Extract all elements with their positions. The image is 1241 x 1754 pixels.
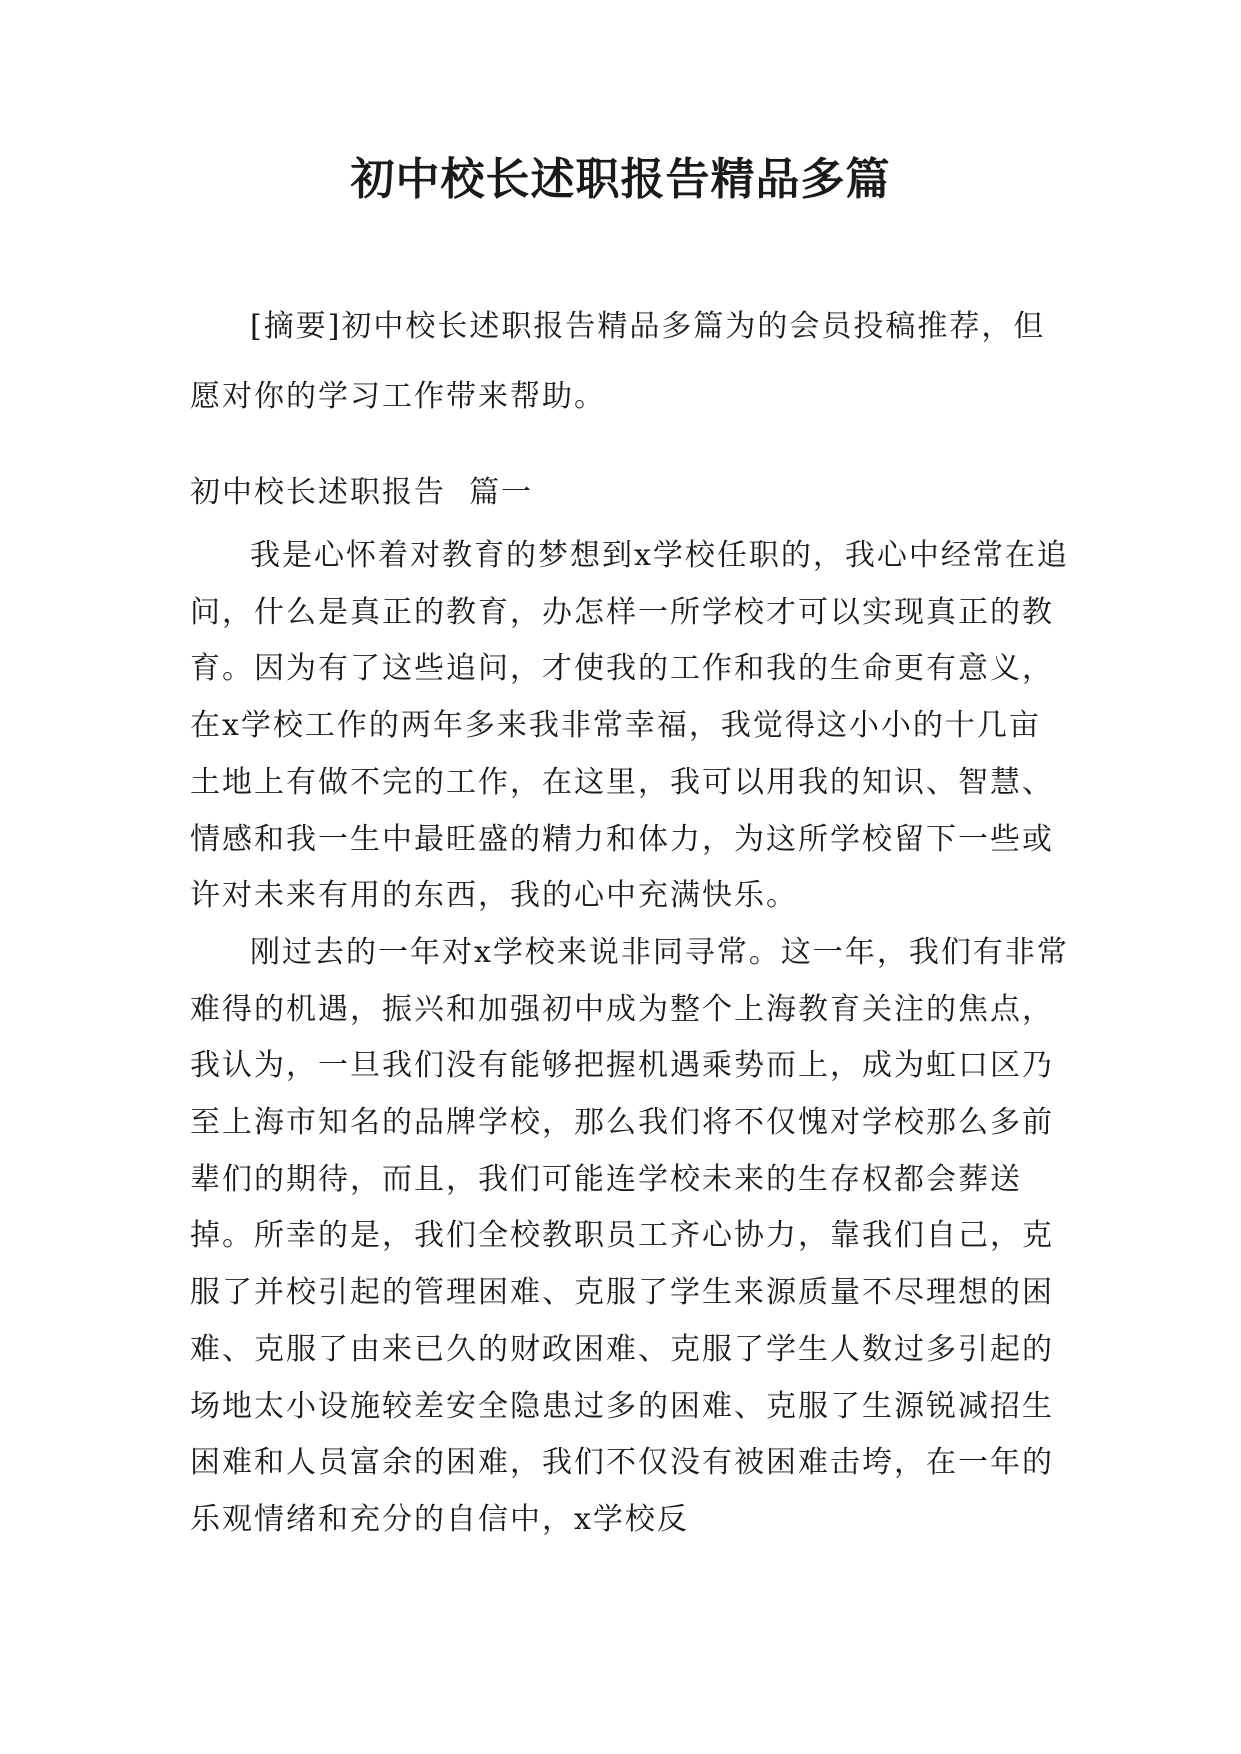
paragraph: 刚过去的一年对x学校来说非同寻常。这一年，我们有非常难得的机遇，振兴和加强初中成为整个上海教育关注的焦点，我认为，一旦我们没有能够把握机遇乘势而上，成为虹口区乃至上海市知名的品牌学校，那么我们将不仅愧对学校那么多前辈们的期待，而且，我们可能连学校未来的生存权都会葬送掉。所幸的是，我们全校教职员工齐心协力，靠我们自己，克服了并校引起的管理困难、克服了学生来源质量不尽理想的困难、克服了由来已久的财政困难、克服了学生人数过多引起的场地太小设施较差安全隐患过多的困难、克服了生源锐减招生困难和人员富余的困难，我们不仅没有被困难击垮，在一年的乐观情绪和充分的自信中，x学校反 bbox=[190, 934, 1069, 1537]
section-heading: 初中校长述职报告 篇一 bbox=[190, 475, 534, 510]
abstract-paragraph: [摘要]初中校长述职报告精品多篇为的会员投稿推荐，但愿对你的学习工作带来帮助。 bbox=[190, 309, 1046, 414]
paragraph: 我是心怀着对教育的梦想到x学校任职的，我心中经常在追问，什么是真正的教育，办怎样一所学校才可以实现真正的教育。因为有了这些追问，才使我的工作和我的生命更有意义，在x学校工作的两年多来我非常幸福，我觉得这小小的十几亩土地上有做不完的工作，在这里，我可以用我的知识、智慧、情感和我一生中最旺盛的精力和体力，为这所学校留下一些或许对未来有用的东西，我的心中充满快乐。 bbox=[190, 538, 1069, 914]
document-title: 初中校长述职报告精品多篇 bbox=[350, 154, 891, 205]
body-text bbox=[190, 528, 1070, 1549]
